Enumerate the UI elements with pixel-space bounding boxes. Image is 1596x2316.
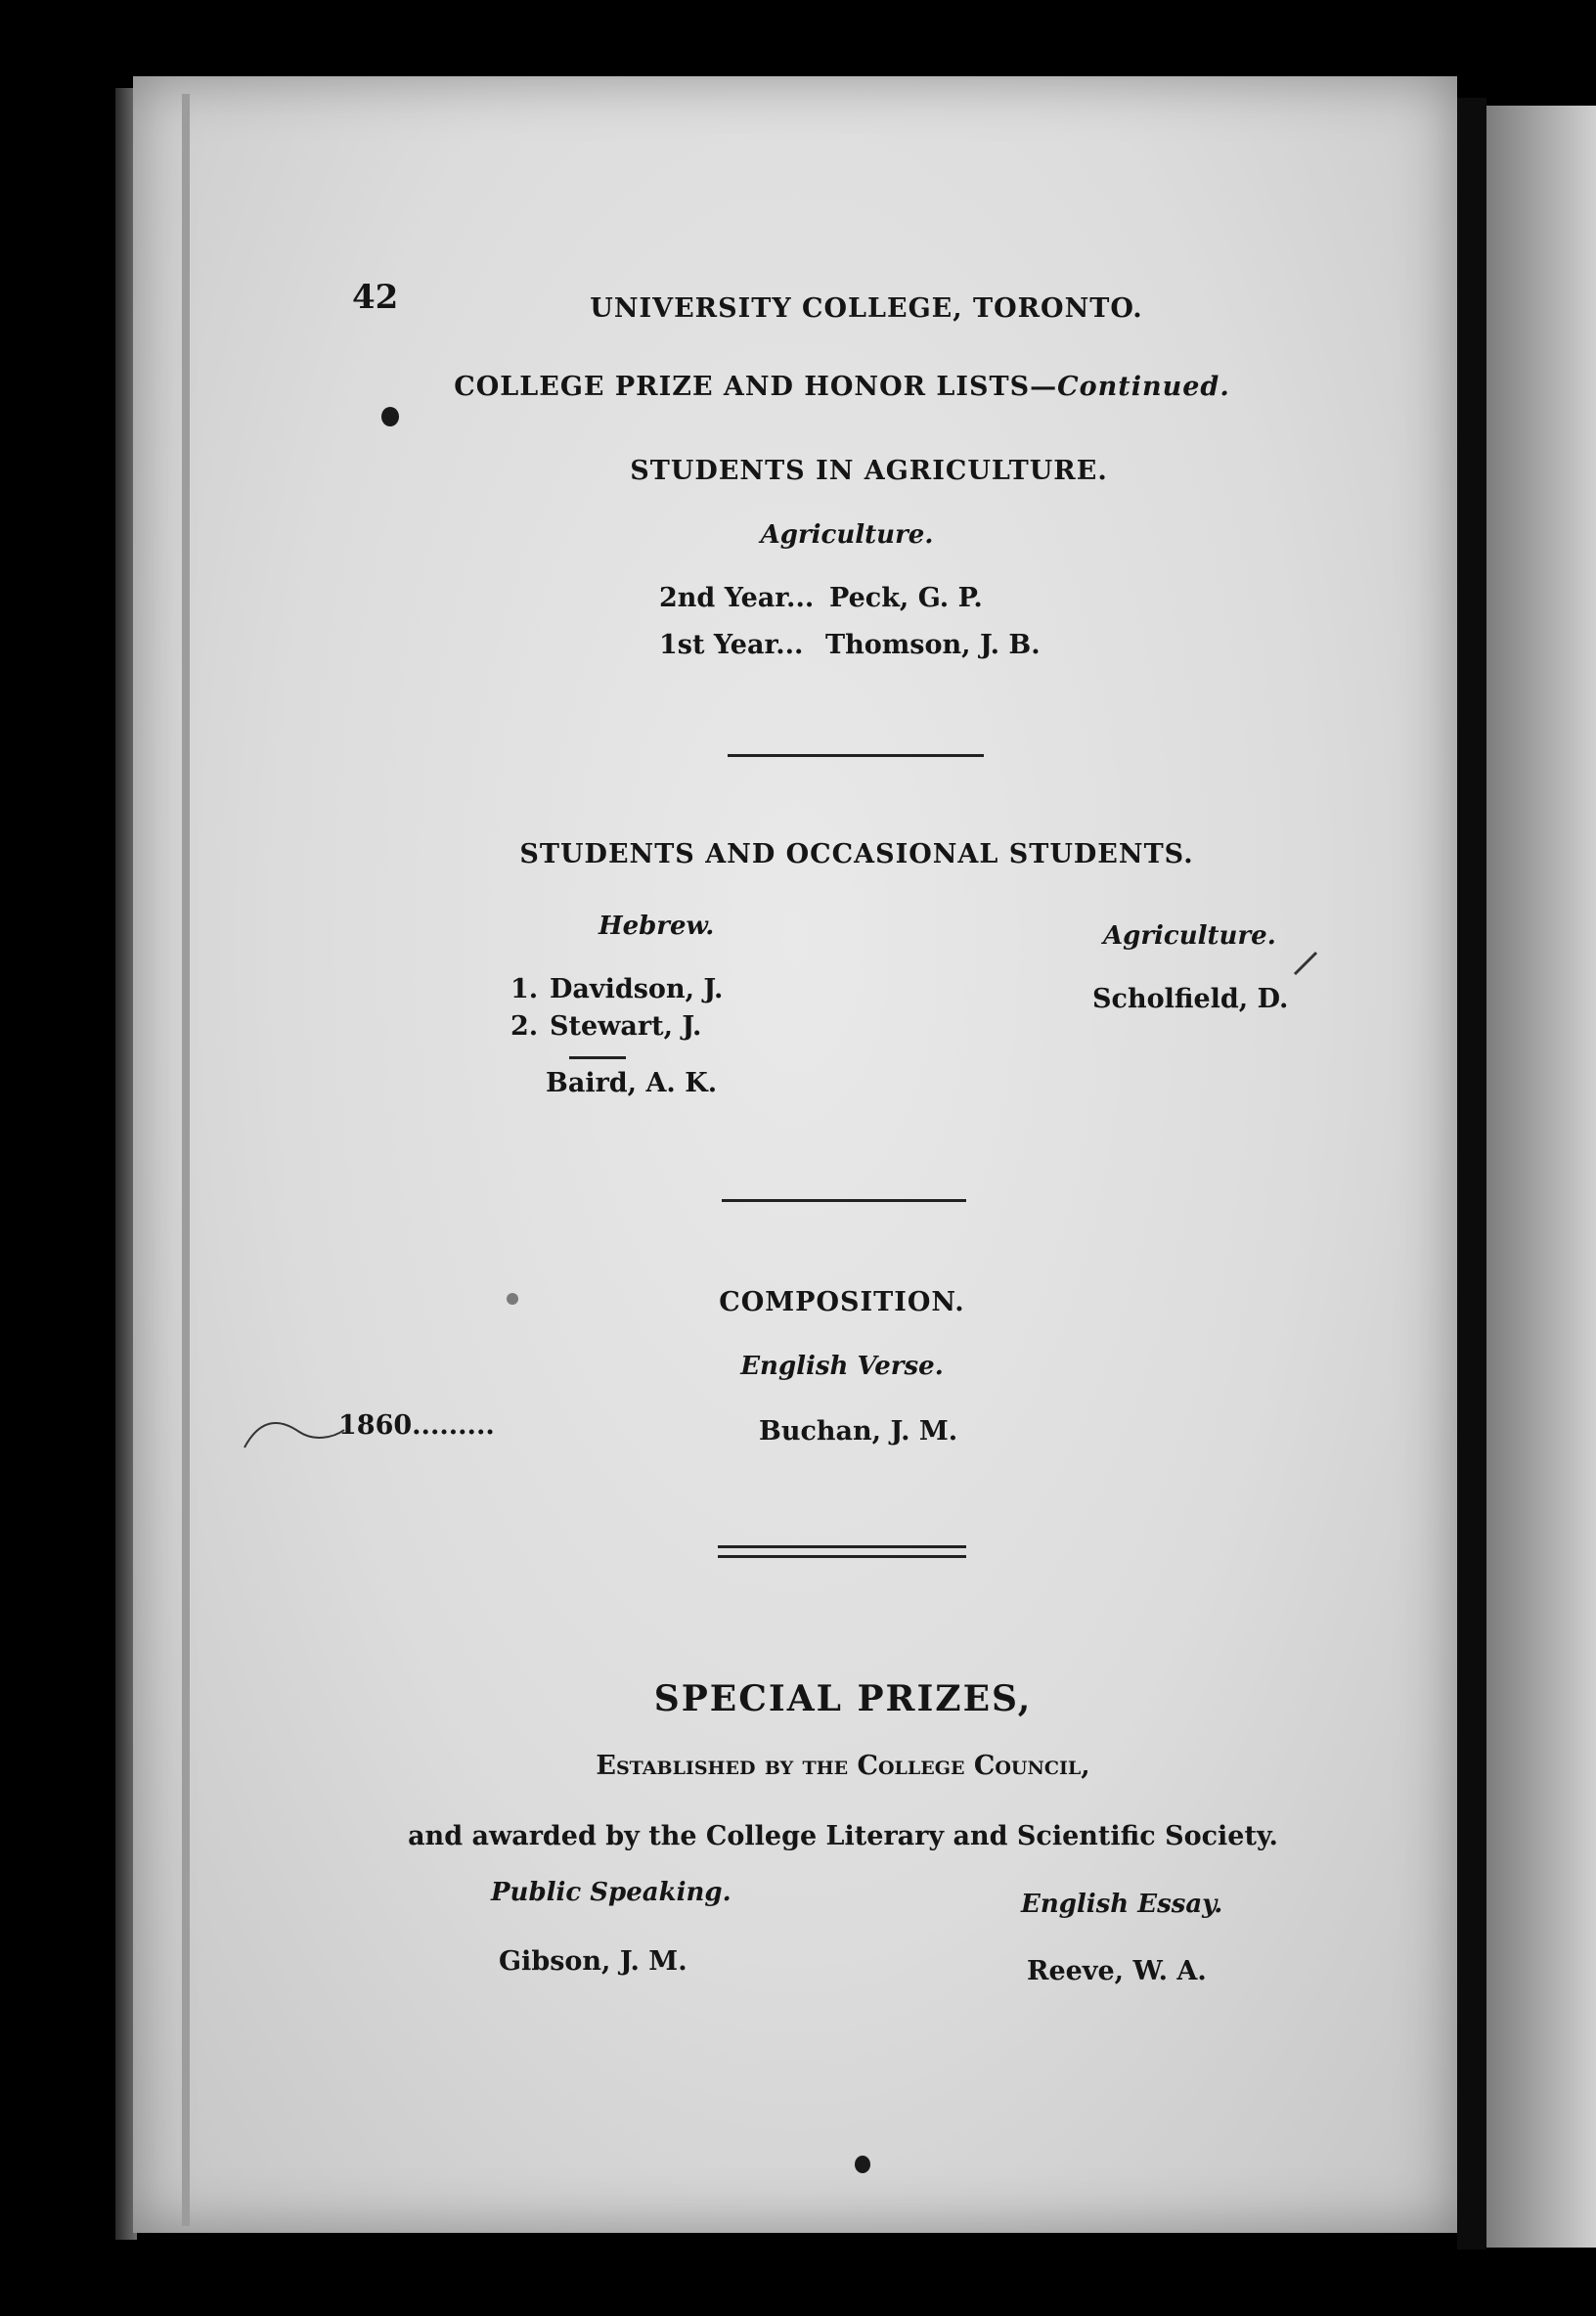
book-spine [1457, 98, 1486, 2249]
composition-subject: English Verse. [740, 1352, 944, 1381]
section-divider-2 [722, 1199, 966, 1202]
english-essay-subject: English Essay. [1021, 1890, 1223, 1919]
prize-lists-continued: Continued. [1057, 372, 1230, 402]
double-rule-bottom [718, 1555, 966, 1558]
section-divider-1 [728, 754, 984, 757]
composition-winner: Buchan, J. M. [759, 1416, 958, 1447]
adjacent-page-edge [1486, 106, 1596, 2248]
faint-smudge [507, 1293, 518, 1305]
hebrew-rank-2: 2. [510, 1011, 539, 1042]
agriculture-row-1-year: 2nd Year... [659, 583, 815, 613]
public-speaking-subject: Public Speaking. [491, 1878, 732, 1907]
running-head: UNIVERSITY COLLEGE, TORONTO. [590, 293, 1143, 324]
composition-title: COMPOSITION. [719, 1287, 965, 1317]
pencil-mark [241, 1408, 348, 1457]
special-prizes-title: SPECIAL PRIZES, [653, 1678, 1033, 1719]
hebrew-subject: Hebrew. [598, 912, 715, 941]
special-prizes-awarded: and awarded by the College Literary and Scientific Society. [408, 1821, 1278, 1851]
agriculture-subject: Agriculture. [760, 520, 934, 550]
pencil-tick [1291, 949, 1320, 978]
agriculture-students-title: STUDENTS IN AGRICULTURE. [630, 456, 1108, 486]
page-number: 42 [352, 278, 399, 317]
english-essay-winner: Reeve, W. A. [1027, 1956, 1207, 1986]
agriculture-occasional-name: Scholfield, D. [1092, 984, 1289, 1014]
double-rule-top [718, 1545, 966, 1548]
agriculture-row-2-year: 1st Year... [659, 630, 804, 660]
composition-year: 1860......... [338, 1410, 495, 1441]
agriculture-row-1-name: Peck, G. P. [829, 583, 983, 613]
hebrew-extra-name: Baird, A. K. [546, 1068, 718, 1098]
page-edge-strip [182, 94, 190, 2226]
hebrew-short-rule [569, 1056, 626, 1059]
special-prizes-established: Established by the College Council, [596, 1751, 1090, 1781]
occasional-students-title: STUDENTS AND OCCASIONAL STUDENTS. [519, 839, 1194, 869]
agriculture-row-2-name: Thomson, J. B. [825, 630, 1041, 660]
prize-lists-title: COLLEGE PRIZE AND HONOR LISTS— [454, 372, 1058, 402]
agriculture-occasional-subject: Agriculture. [1103, 921, 1276, 951]
prize-lists-heading [0, 372, 1596, 402]
ink-blot [855, 2156, 870, 2173]
hebrew-rank-1: 1. [510, 974, 539, 1004]
hebrew-name-2: Stewart, J. [550, 1011, 702, 1042]
ink-blot [381, 407, 399, 426]
public-speaking-winner: Gibson, J. M. [499, 1946, 687, 1977]
hebrew-name-1: Davidson, J. [550, 974, 724, 1004]
